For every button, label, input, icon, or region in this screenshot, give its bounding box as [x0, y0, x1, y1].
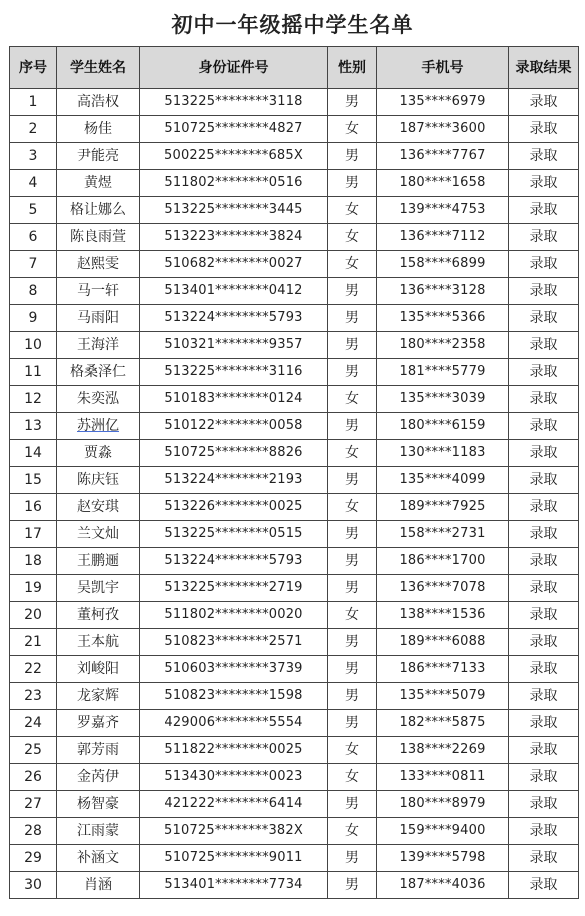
cell-id-number: 511802********0020 — [140, 602, 328, 629]
cell-index: 3 — [10, 143, 57, 170]
table-header — [10, 47, 579, 89]
cell-gender: 男 — [328, 332, 377, 359]
cell-id-number: 510122********0058 — [140, 413, 328, 440]
table-row — [10, 359, 579, 386]
cell-gender: 男 — [328, 143, 377, 170]
cell-phone: 135****4099 — [377, 467, 509, 494]
cell-student-name: 贾淼 — [57, 440, 140, 467]
cell-id-number: 513225********3445 — [140, 197, 328, 224]
cell-gender: 女 — [328, 764, 377, 791]
cell-id-number: 513224********2193 — [140, 467, 328, 494]
cell-gender: 女 — [328, 818, 377, 845]
cell-index: 16 — [10, 494, 57, 521]
header-student-name: 学生姓名 — [57, 47, 140, 89]
cell-student-name: 王海洋 — [57, 332, 140, 359]
cell-gender: 男 — [328, 170, 377, 197]
cell-index: 1 — [10, 89, 57, 116]
cell-phone: 180****1658 — [377, 170, 509, 197]
cell-student-name: 格桑泽仁 — [57, 359, 140, 386]
cell-gender: 女 — [328, 116, 377, 143]
cell-gender: 女 — [328, 197, 377, 224]
cell-index: 24 — [10, 710, 57, 737]
header-index: 序号 — [10, 47, 57, 89]
cell-phone: 136****7112 — [377, 224, 509, 251]
table-row — [10, 197, 579, 224]
cell-student-name: 高浩权 — [57, 89, 140, 116]
cell-result: 录取 — [509, 467, 579, 494]
cell-student-name: 刘峻阳 — [57, 656, 140, 683]
cell-result: 录取 — [509, 224, 579, 251]
table-row — [10, 764, 579, 791]
cell-index: 28 — [10, 818, 57, 845]
cell-result: 录取 — [509, 143, 579, 170]
table-row — [10, 629, 579, 656]
cell-id-number: 513225********0515 — [140, 521, 328, 548]
cell-index: 19 — [10, 575, 57, 602]
cell-id-number: 429006********5554 — [140, 710, 328, 737]
cell-result: 录取 — [509, 575, 579, 602]
cell-result: 录取 — [509, 116, 579, 143]
cell-student-name: 肖涵 — [57, 872, 140, 899]
cell-student-name: 罗嘉齐 — [57, 710, 140, 737]
table-row — [10, 386, 579, 413]
cell-gender: 男 — [328, 359, 377, 386]
cell-phone: 186****1700 — [377, 548, 509, 575]
cell-index: 29 — [10, 845, 57, 872]
cell-result: 录取 — [509, 170, 579, 197]
cell-index: 5 — [10, 197, 57, 224]
cell-id-number: 513226********0025 — [140, 494, 328, 521]
cell-student-name: 王鹏逦 — [57, 548, 140, 575]
table-row — [10, 89, 579, 116]
table-row — [10, 845, 579, 872]
cell-id-number: 513401********7734 — [140, 872, 328, 899]
table-row — [10, 548, 579, 575]
cell-gender: 女 — [328, 386, 377, 413]
cell-result: 录取 — [509, 791, 579, 818]
cell-gender: 男 — [328, 521, 377, 548]
cell-phone: 133****0811 — [377, 764, 509, 791]
cell-id-number: 510183********0124 — [140, 386, 328, 413]
cell-id-number: 513225********3118 — [140, 89, 328, 116]
cell-index: 26 — [10, 764, 57, 791]
cell-result: 录取 — [509, 845, 579, 872]
cell-phone: 186****7133 — [377, 656, 509, 683]
cell-gender: 男 — [328, 548, 377, 575]
cell-id-number: 510823********2571 — [140, 629, 328, 656]
cell-gender: 女 — [328, 251, 377, 278]
cell-result: 录取 — [509, 602, 579, 629]
cell-phone: 135****3039 — [377, 386, 509, 413]
cell-student-name: 董柯孜 — [57, 602, 140, 629]
header-gender: 性别 — [328, 47, 377, 89]
cell-student-name: 王本航 — [57, 629, 140, 656]
cell-index: 8 — [10, 278, 57, 305]
cell-id-number: 513401********0412 — [140, 278, 328, 305]
cell-index: 6 — [10, 224, 57, 251]
cell-gender: 男 — [328, 89, 377, 116]
cell-phone: 130****1183 — [377, 440, 509, 467]
cell-index: 27 — [10, 791, 57, 818]
table-row — [10, 737, 579, 764]
cell-phone: 180****8979 — [377, 791, 509, 818]
cell-gender: 女 — [328, 440, 377, 467]
cell-phone: 139****5798 — [377, 845, 509, 872]
cell-id-number: 510725********9011 — [140, 845, 328, 872]
student-list-table — [9, 46, 579, 899]
cell-index: 13 — [10, 413, 57, 440]
cell-student-name: 苏洲亿 — [57, 413, 140, 440]
cell-student-name: 补涵文 — [57, 845, 140, 872]
cell-result: 录取 — [509, 332, 579, 359]
cell-student-name: 黄煜 — [57, 170, 140, 197]
cell-result: 录取 — [509, 737, 579, 764]
cell-phone: 135****6979 — [377, 89, 509, 116]
cell-phone: 138****2269 — [377, 737, 509, 764]
cell-gender: 男 — [328, 278, 377, 305]
cell-gender: 女 — [328, 602, 377, 629]
cell-id-number: 500225********685X — [140, 143, 328, 170]
cell-id-number: 513223********3824 — [140, 224, 328, 251]
cell-phone: 135****5366 — [377, 305, 509, 332]
cell-id-number: 510725********4827 — [140, 116, 328, 143]
cell-gender: 男 — [328, 656, 377, 683]
cell-phone: 158****2731 — [377, 521, 509, 548]
cell-gender: 女 — [328, 224, 377, 251]
cell-student-name: 赵安琪 — [57, 494, 140, 521]
page-title: 初中一年级摇中学生名单 — [171, 12, 414, 37]
cell-gender: 男 — [328, 845, 377, 872]
cell-index: 23 — [10, 683, 57, 710]
cell-result: 录取 — [509, 386, 579, 413]
cell-phone: 180****2358 — [377, 332, 509, 359]
cell-student-name: 兰文灿 — [57, 521, 140, 548]
cell-result: 录取 — [509, 764, 579, 791]
table-row — [10, 440, 579, 467]
table-row — [10, 305, 579, 332]
cell-result: 录取 — [509, 548, 579, 575]
cell-phone: 136****3128 — [377, 278, 509, 305]
cell-student-name: 陈良雨萱 — [57, 224, 140, 251]
table-row — [10, 791, 579, 818]
cell-student-name: 杨智豪 — [57, 791, 140, 818]
cell-gender: 男 — [328, 791, 377, 818]
cell-phone: 139****4753 — [377, 197, 509, 224]
cell-index: 10 — [10, 332, 57, 359]
cell-student-name: 格让娜么 — [57, 197, 140, 224]
table-row — [10, 116, 579, 143]
cell-result: 录取 — [509, 440, 579, 467]
cell-index: 21 — [10, 629, 57, 656]
table-row — [10, 467, 579, 494]
table-row — [10, 683, 579, 710]
table-body — [10, 89, 579, 899]
cell-result: 录取 — [509, 818, 579, 845]
cell-phone: 158****6899 — [377, 251, 509, 278]
cell-index: 30 — [10, 872, 57, 899]
cell-id-number: 421222********6414 — [140, 791, 328, 818]
cell-result: 录取 — [509, 359, 579, 386]
cell-index: 11 — [10, 359, 57, 386]
cell-result: 录取 — [509, 305, 579, 332]
cell-gender: 男 — [328, 683, 377, 710]
cell-gender: 男 — [328, 467, 377, 494]
cell-id-number: 513225********3116 — [140, 359, 328, 386]
cell-index: 9 — [10, 305, 57, 332]
cell-gender: 女 — [328, 494, 377, 521]
table-row — [10, 332, 579, 359]
table-row — [10, 413, 579, 440]
cell-result: 录取 — [509, 278, 579, 305]
cell-phone: 135****5079 — [377, 683, 509, 710]
cell-index: 14 — [10, 440, 57, 467]
cell-id-number: 510725********382X — [140, 818, 328, 845]
cell-index: 2 — [10, 116, 57, 143]
cell-index: 15 — [10, 467, 57, 494]
cell-id-number: 510725********8826 — [140, 440, 328, 467]
cell-index: 7 — [10, 251, 57, 278]
cell-result: 录取 — [509, 89, 579, 116]
cell-phone: 136****7767 — [377, 143, 509, 170]
cell-result: 录取 — [509, 683, 579, 710]
cell-id-number: 513430********0023 — [140, 764, 328, 791]
cell-id-number: 513224********5793 — [140, 305, 328, 332]
cell-student-name: 杨佳 — [57, 116, 140, 143]
cell-student-name: 郭芳雨 — [57, 737, 140, 764]
cell-student-name: 朱奕泓 — [57, 386, 140, 413]
table-row — [10, 143, 579, 170]
cell-gender: 男 — [328, 872, 377, 899]
cell-id-number: 511822********0025 — [140, 737, 328, 764]
table-row — [10, 278, 579, 305]
cell-index: 22 — [10, 656, 57, 683]
cell-gender: 女 — [328, 737, 377, 764]
cell-student-name: 尹能亮 — [57, 143, 140, 170]
cell-id-number: 513225********2719 — [140, 575, 328, 602]
cell-index: 4 — [10, 170, 57, 197]
cell-phone: 136****7078 — [377, 575, 509, 602]
table-row — [10, 251, 579, 278]
cell-student-name: 陈庆钰 — [57, 467, 140, 494]
cell-id-number: 513224********5793 — [140, 548, 328, 575]
cell-index: 17 — [10, 521, 57, 548]
cell-student-name: 龙家辉 — [57, 683, 140, 710]
cell-student-name: 马雨阳 — [57, 305, 140, 332]
cell-phone: 159****9400 — [377, 818, 509, 845]
table-row — [10, 521, 579, 548]
cell-gender: 男 — [328, 305, 377, 332]
table-row — [10, 494, 579, 521]
header-row — [10, 47, 579, 89]
cell-student-name: 马一轩 — [57, 278, 140, 305]
cell-result: 录取 — [509, 413, 579, 440]
cell-phone: 181****5779 — [377, 359, 509, 386]
cell-index: 18 — [10, 548, 57, 575]
cell-result: 录取 — [509, 872, 579, 899]
cell-phone: 189****6088 — [377, 629, 509, 656]
cell-student-name: 金芮伊 — [57, 764, 140, 791]
cell-index: 20 — [10, 602, 57, 629]
cell-gender: 男 — [328, 710, 377, 737]
cell-index: 25 — [10, 737, 57, 764]
cell-phone: 138****1536 — [377, 602, 509, 629]
table-row — [10, 170, 579, 197]
cell-student-name: 赵熙雯 — [57, 251, 140, 278]
table-row — [10, 224, 579, 251]
table-row — [10, 710, 579, 737]
cell-student-name: 吴凯宇 — [57, 575, 140, 602]
table-row — [10, 872, 579, 899]
cell-phone: 187****3600 — [377, 116, 509, 143]
cell-id-number: 510823********1598 — [140, 683, 328, 710]
header-id-number: 身份证件号 — [140, 47, 328, 89]
cell-id-number: 511802********0516 — [140, 170, 328, 197]
cell-index: 12 — [10, 386, 57, 413]
cell-id-number: 510682********0027 — [140, 251, 328, 278]
cell-gender: 男 — [328, 413, 377, 440]
cell-phone: 182****5875 — [377, 710, 509, 737]
cell-result: 录取 — [509, 629, 579, 656]
cell-phone: 180****6159 — [377, 413, 509, 440]
table-row — [10, 602, 579, 629]
header-phone: 手机号 — [377, 47, 509, 89]
table-row — [10, 575, 579, 602]
cell-result: 录取 — [509, 494, 579, 521]
cell-result: 录取 — [509, 710, 579, 737]
cell-phone: 189****7925 — [377, 494, 509, 521]
table-row — [10, 656, 579, 683]
cell-student-name: 江雨蒙 — [57, 818, 140, 845]
header-result: 录取结果 — [509, 47, 579, 89]
table-row — [10, 818, 579, 845]
cell-result: 录取 — [509, 656, 579, 683]
cell-id-number: 510321********9357 — [140, 332, 328, 359]
cell-gender: 男 — [328, 575, 377, 602]
cell-result: 录取 — [509, 251, 579, 278]
cell-phone: 187****4036 — [377, 872, 509, 899]
cell-gender: 男 — [328, 629, 377, 656]
cell-result: 录取 — [509, 521, 579, 548]
cell-id-number: 510603********3739 — [140, 656, 328, 683]
cell-result: 录取 — [509, 197, 579, 224]
